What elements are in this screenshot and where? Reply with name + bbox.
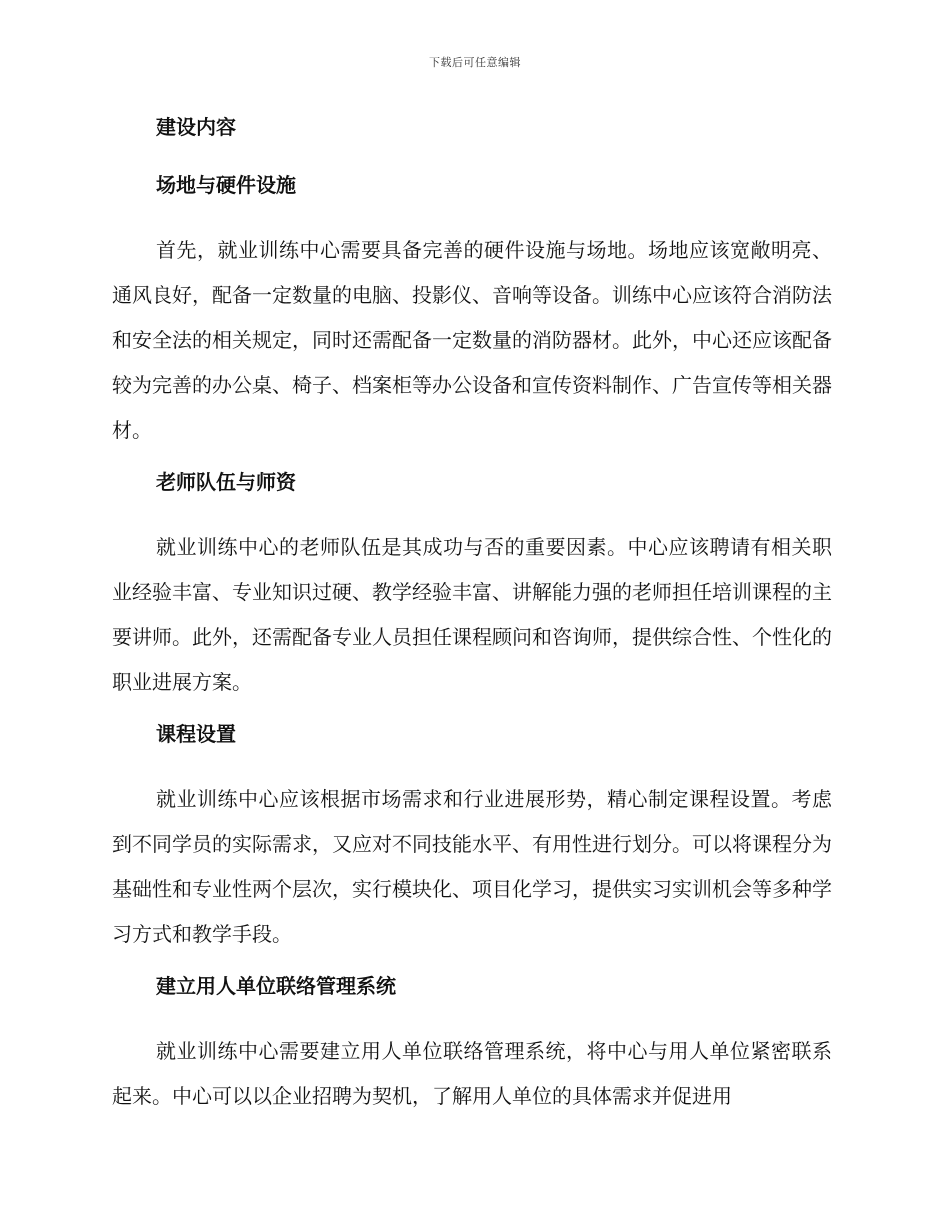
section-body-teachers: 就业训练中心的老师队伍是其成功与否的重要因素。中心应该聘请有相关职业经验丰富、专业知识过硬、教学经验丰富、讲解能力强的老师担任培训课程的主要讲师。此外，还需配备专业人员担任课程顾问和咨询师，提供综合性、个性化的职业进展方案。 (112, 535, 832, 694)
section-heading-facilities: 场地与硬件设施 (156, 173, 296, 197)
section-heading-employer-system: 建立用人单位联络管理系统 (156, 974, 396, 998)
section-body-courses: 就业训练中心应该根据市场需求和行业进展形势，精心制定课程设置。考虑到不同学员的实际需求，又应对不同技能水平、有用性进行划分。可以将课程分为基础性和专业性两个层次，实行模块化、项目化学习，提供实习实训机会等多种学习方式和教学手段。 (112, 787, 832, 946)
section-heading-courses: 课程设置 (156, 722, 236, 746)
section-body-facilities: 首先，就业训练中心需要具备完善的硬件设施与场地。场地应该宽敞明亮、通风良好，配备一定数量的电脑、投影仪、音响等设备。训练中心应该符合消防法和安全法的相关规定，同时还需配备一定数量的消防器材。此外，中心还应该配备较为完善的办公桌、椅子、档案柜等办公设备和宣传资料制作、广告宣传等相关器材。 (112, 238, 832, 442)
document-body (112, 112, 832, 1133)
section-heading-teachers: 老师队伍与师资 (156, 470, 296, 494)
main-title: 建设内容 (156, 115, 236, 139)
section-body-employer-system: 就业训练中心需要建立用人单位联络管理系统，将中心与用人单位紧密联系起来。中心可以以企业招聘为契机，了解用人单位的具体需求并促进用 (112, 1039, 832, 1108)
page-header-note: 下载后可任意编辑 (429, 56, 521, 69)
